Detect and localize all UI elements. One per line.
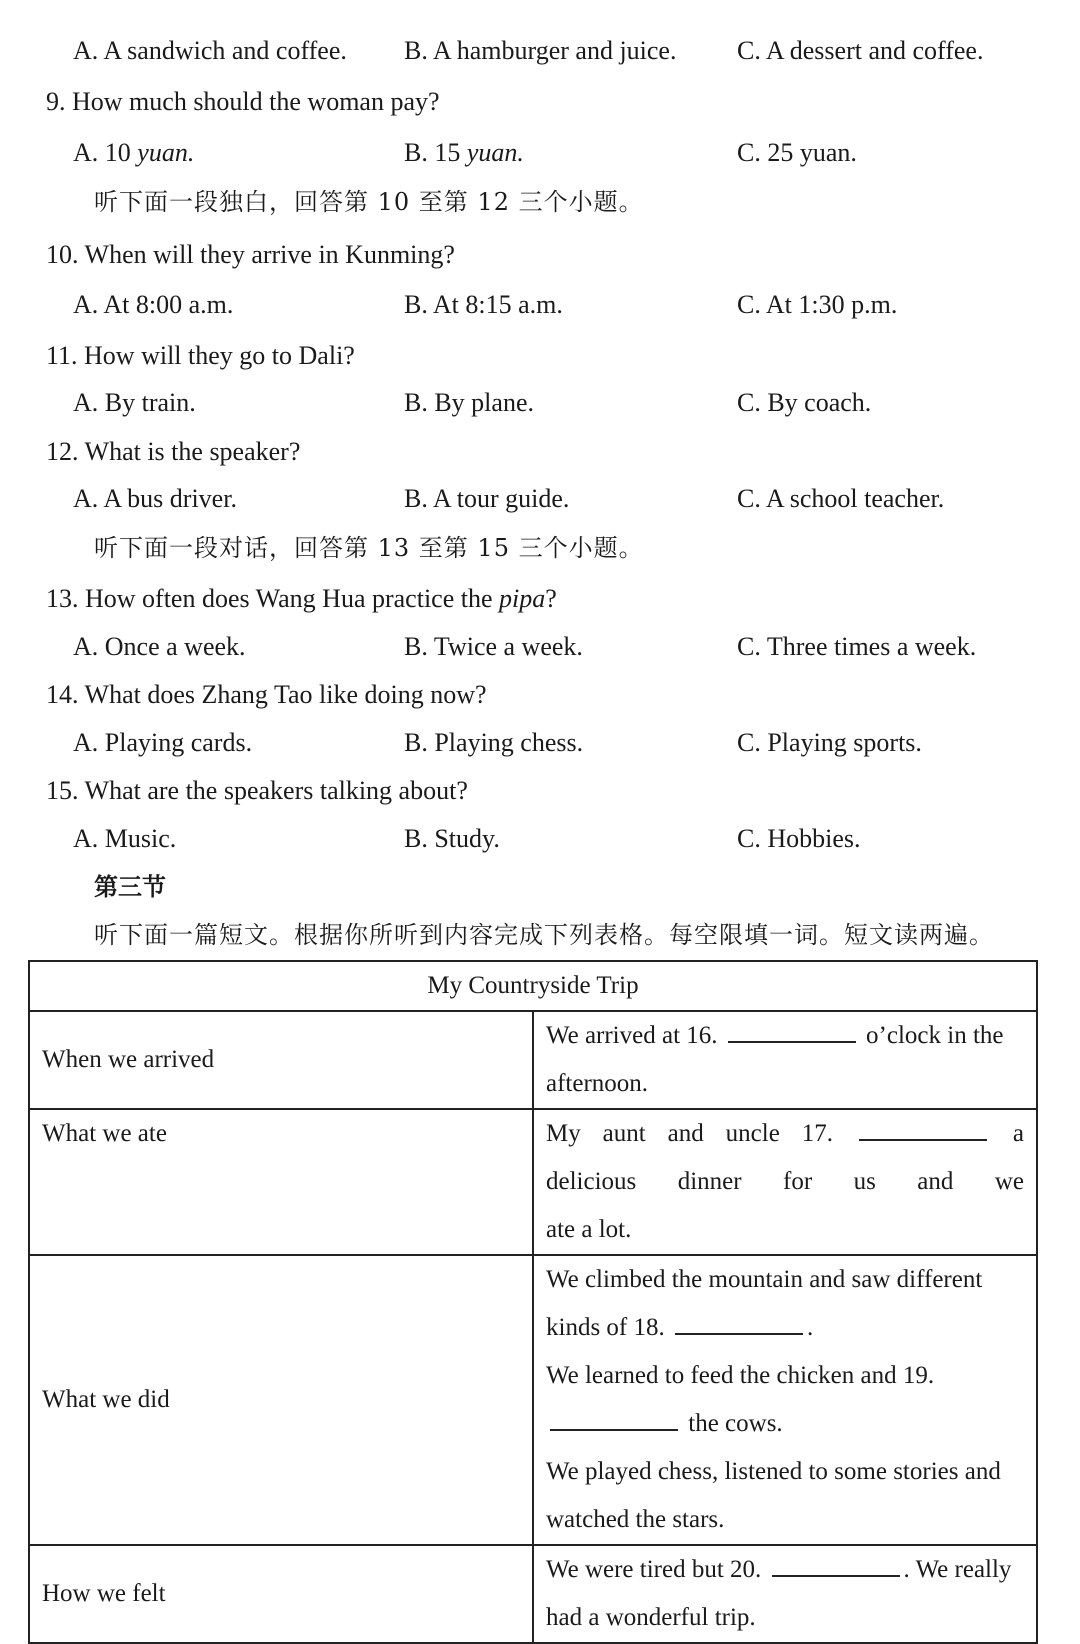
q14-question-row (0, 675, 1080, 715)
q10-options-row (0, 285, 1080, 325)
blank-16[interactable] (728, 1013, 856, 1043)
row-content-felt (533, 1545, 1037, 1643)
table-title: My Countryside Trip (29, 961, 1037, 1011)
q12-option-a[interactable]: A. A bus driver. (73, 484, 237, 513)
q12-option-c[interactable]: C. A school teacher. (737, 484, 945, 513)
q11-option-b[interactable]: B. By plane. (404, 388, 534, 417)
q9-option-c[interactable]: C. 25 yuan. (737, 138, 857, 167)
section3-instruction-row (0, 915, 1080, 955)
section3-instruction: 听下面一篇短文。根据你所听到内容完成下列表格。每空限填一词。短文读两遍。 (94, 921, 994, 949)
q13-options-row (0, 627, 1080, 667)
q11-options-row (0, 383, 1080, 423)
q13-question-end: ? (545, 584, 557, 613)
felt-text-post: . We really had a wonderful trip. (546, 1556, 1012, 1631)
q10-option-c[interactable]: C. At 1:30 p.m. (737, 290, 898, 319)
q14-option-a[interactable]: A. Playing cards. (73, 728, 253, 757)
q12-option-b[interactable]: B. A tour guide. (404, 484, 570, 513)
section3-title-row (0, 867, 1080, 907)
q14-options-row (0, 723, 1080, 763)
q13-option-a[interactable]: A. Once a week. (73, 632, 246, 661)
did-line1-text-pre: We climbed the mountain and saw different kinds of 18. (546, 1266, 983, 1341)
did-line-1 (546, 1256, 1024, 1352)
dialogue-note-row (0, 528, 1080, 568)
q10-option-a[interactable]: A. At 8:00 a.m. (73, 290, 234, 319)
row-label-felt: How we felt (29, 1545, 533, 1643)
q9-option-a-unit: yuan. (137, 138, 195, 167)
blank-17[interactable] (859, 1111, 987, 1141)
table-row-felt (29, 1545, 1037, 1643)
row-content-did (533, 1255, 1037, 1545)
countryside-trip-table (28, 960, 1038, 1644)
felt-text-pre: We were tired but 20. (546, 1556, 762, 1583)
q9-options-row (0, 133, 1080, 173)
q15-options-row (0, 819, 1080, 859)
q10-question: 10. When will they arrive in Kunming? (46, 240, 455, 269)
q8-option-c[interactable]: C. A dessert and coffee. (737, 36, 984, 65)
arrived-text-pre: We arrived at 16. (546, 1022, 718, 1049)
q14-option-b[interactable]: B. Playing chess. (404, 728, 584, 757)
row-content-ate (533, 1109, 1037, 1255)
q10-question-row (0, 235, 1080, 275)
q15-question-row (0, 771, 1080, 811)
q15-option-c[interactable]: C. Hobbies. (737, 824, 861, 853)
q9-option-a-text: A. 10 (73, 138, 138, 167)
q14-option-c[interactable]: C. Playing sports. (737, 728, 922, 757)
q13-question-row (0, 579, 1080, 619)
row-label-did: What we did (29, 1255, 533, 1545)
q13-question-text: 13. How often does Wang Hua practice the (46, 584, 500, 613)
q13-option-b[interactable]: B. Twice a week. (404, 632, 583, 661)
blank-20[interactable] (772, 1547, 900, 1577)
blank-19[interactable] (550, 1401, 678, 1431)
q13-question (46, 579, 557, 619)
row-content-arrived (533, 1011, 1037, 1109)
q15-option-b[interactable]: B. Study. (404, 824, 500, 853)
monologue-note-row (0, 182, 1080, 222)
did-line-3: We played chess, listened to some stories and watched the stars. (546, 1458, 1001, 1533)
table-row-ate (29, 1109, 1037, 1255)
ate-line-2: ate a lot. (546, 1216, 632, 1243)
q11-question: 11. How will they go to Dali? (46, 341, 355, 370)
q10-option-b[interactable]: B. At 8:15 a.m. (404, 290, 563, 319)
q9-question: 9. How much should the woman pay? (46, 87, 440, 116)
q11-question-row (0, 336, 1080, 376)
table-title-row (29, 961, 1037, 1011)
q9-option-b-text: B. 15 (404, 138, 467, 167)
q15-option-a[interactable]: A. Music. (73, 824, 177, 853)
row-label-ate: What we ate (29, 1109, 533, 1255)
q15-question: 15. What are the speakers talking about? (46, 776, 468, 805)
table-row-did (29, 1255, 1037, 1545)
ate-text-pre: My aunt and uncle 17. (546, 1120, 834, 1147)
ate-text-post: a delicious dinner for us and we (546, 1120, 1024, 1195)
q8-option-a[interactable]: A. A sandwich and coffee. (73, 36, 347, 65)
q9-question-row (0, 82, 1080, 122)
q9-option-b[interactable] (404, 133, 524, 173)
q11-option-c[interactable]: C. By coach. (737, 388, 872, 417)
table-row-arrived (29, 1011, 1037, 1109)
did-line1-text-post: . (807, 1314, 814, 1341)
q11-option-a[interactable]: A. By train. (73, 388, 196, 417)
q13-option-c[interactable]: C. Three times a week. (737, 632, 977, 661)
ate-line-1 (546, 1110, 1024, 1206)
section3-title: 第三节 (94, 873, 166, 901)
arrived-text-post: o’clock in the afternoon. (546, 1022, 1004, 1097)
q12-question: 12. What is the speaker? (46, 437, 301, 466)
q8-option-b[interactable]: B. A hamburger and juice. (404, 36, 677, 65)
q12-question-row (0, 432, 1080, 472)
did-line2-text-post: the cows. (688, 1410, 783, 1437)
did-line2-text-pre: We learned to feed the chicken and 19. (546, 1362, 935, 1389)
dialogue-instruction: 听下面一段对话，回答第 13 至第 15 三个小题。 (94, 534, 644, 562)
monologue-instruction: 听下面一段独白，回答第 10 至第 12 三个小题。 (94, 188, 644, 216)
q8-options-row (0, 31, 1080, 71)
q14-question: 14. What does Zhang Tao like doing now? (46, 680, 487, 709)
q12-options-row (0, 479, 1080, 519)
q9-option-b-unit: yuan. (466, 138, 524, 167)
q13-question-italic: pipa (499, 584, 546, 613)
did-line-2 (546, 1352, 1024, 1448)
row-label-arrived: When we arrived (29, 1011, 533, 1109)
blank-18[interactable] (675, 1305, 803, 1335)
q9-option-a[interactable] (73, 133, 194, 173)
